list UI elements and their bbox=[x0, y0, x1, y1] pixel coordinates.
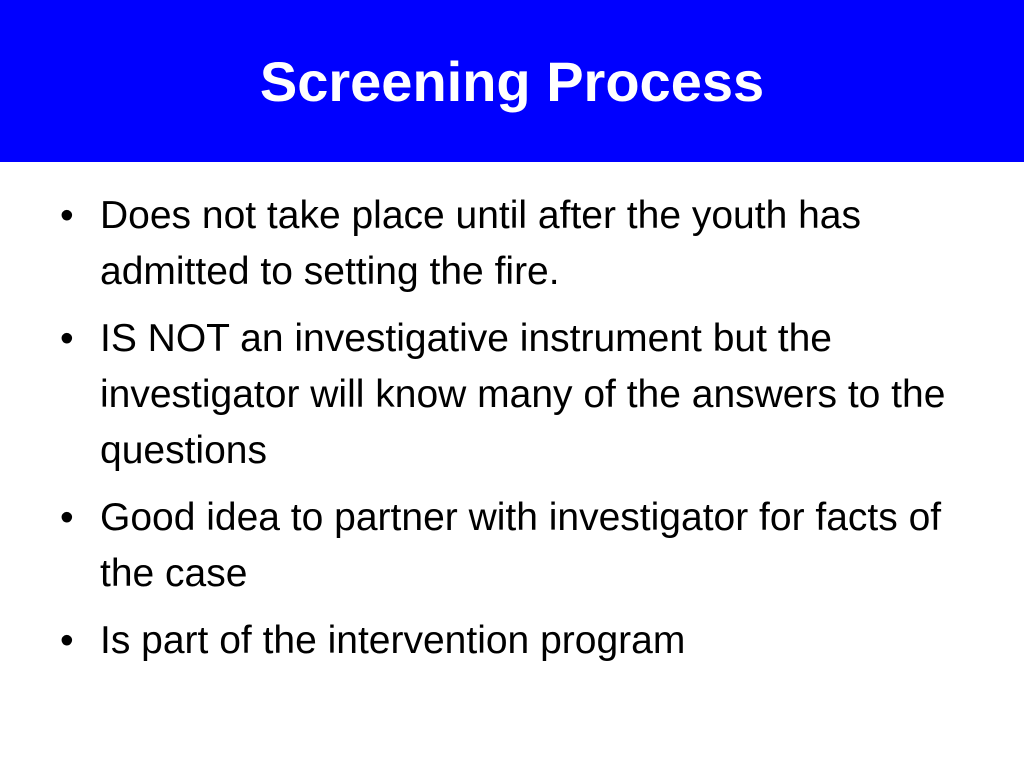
bullet-dot-icon: • bbox=[60, 317, 74, 360]
bullet-text: Does not take place until after the youth has admitted to setting the fire. bbox=[100, 194, 861, 293]
bullet-item bbox=[60, 490, 980, 602]
bullet-item bbox=[60, 188, 980, 300]
bullet-list bbox=[60, 188, 980, 680]
bullet-item bbox=[60, 613, 980, 669]
bullet-dot-icon: • bbox=[60, 496, 74, 539]
bullet-dot-icon: • bbox=[60, 619, 74, 662]
bullet-text: IS NOT an investigative instrument but the investigator will know many of the answers to the questions bbox=[100, 317, 946, 472]
bullet-text: Is part of the intervention program bbox=[100, 619, 686, 662]
bullet-item bbox=[60, 311, 980, 479]
title-bar bbox=[0, 0, 1024, 162]
slide-title: Screening Process bbox=[259, 50, 765, 113]
bullet-text: Good idea to partner with investigator for facts of the case bbox=[100, 496, 942, 595]
bullet-dot-icon: • bbox=[60, 194, 74, 237]
